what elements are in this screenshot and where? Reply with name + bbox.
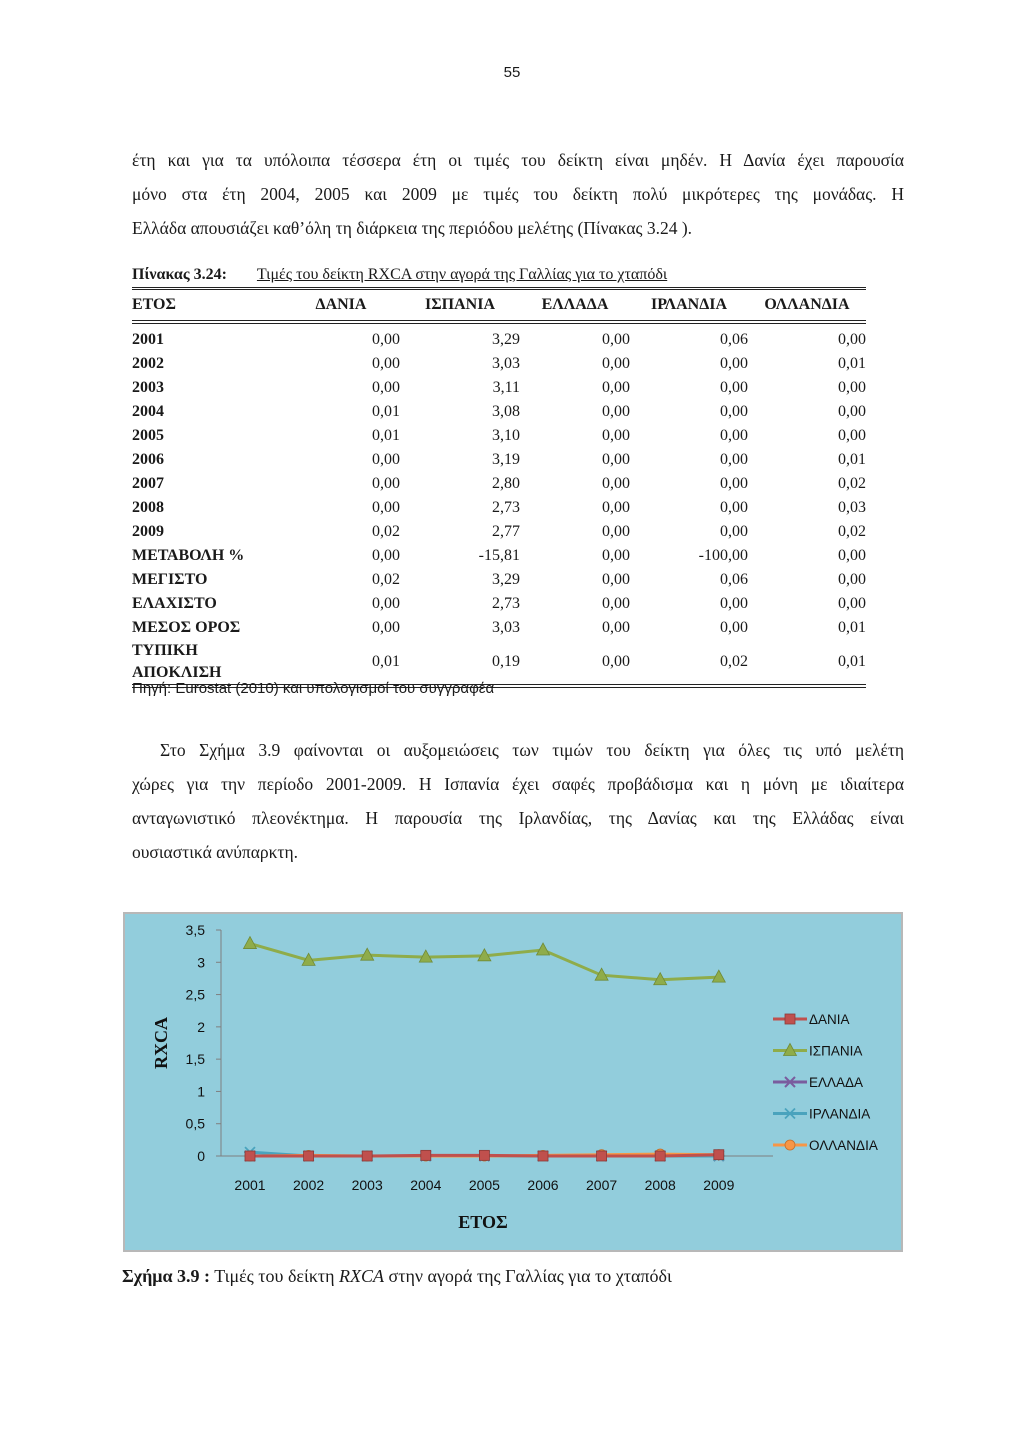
paragraph-line: χώρες για την περίοδο 2001-2009. Η Ισπανία έχει σαφές προβάδισμα και η μόνη με ιδιαίτερα bbox=[132, 774, 904, 794]
header-netherlands: ΟΛΛΑΝΔΙΑ bbox=[748, 289, 866, 323]
data-point-ΔΑΝΙΑ bbox=[714, 1150, 724, 1160]
table-cell: 0,00 bbox=[838, 331, 866, 348]
table-cell: 0,00 bbox=[372, 355, 400, 372]
table-cell: -15,81 bbox=[478, 547, 520, 564]
table-cell: 0,02 bbox=[372, 523, 400, 540]
header-year: ΕΤΟΣ bbox=[132, 289, 282, 323]
table-row bbox=[132, 322, 866, 352]
paragraph-line: ανταγωνιστικό πλεονέκτημα. Η παρουσία της Ιρλανδίας, της Δανίας και της Ελλάδας είναι bbox=[132, 808, 904, 828]
chart-svg bbox=[123, 912, 903, 1252]
table-row-label: 2003 bbox=[132, 379, 164, 396]
std-dev-label-line2: ΑΠΟΚΛΙΣΗ bbox=[132, 664, 222, 681]
y-tick-label: 3,5 bbox=[185, 922, 205, 938]
table-caption-label: Πίνακας 3.24: bbox=[132, 266, 227, 283]
table-cell: 0,01 bbox=[282, 640, 400, 686]
table-cell: 3,29 bbox=[492, 571, 520, 588]
x-axis-title: ΕΤΟΣ bbox=[458, 1212, 508, 1232]
table-cell: 0,00 bbox=[720, 451, 748, 468]
table-cell: 0,00 bbox=[602, 427, 630, 444]
table-cell: 0,02 bbox=[838, 523, 866, 540]
table-row bbox=[132, 424, 866, 448]
header-denmark: ΔΑΝΙΑ bbox=[282, 289, 400, 323]
table-cell: 0,00 bbox=[838, 595, 866, 612]
table-cell: 3,29 bbox=[492, 331, 520, 348]
table-cell: 0,00 bbox=[602, 619, 630, 636]
table-cell: 0,00 bbox=[602, 379, 630, 396]
table-cell: 3,03 bbox=[492, 355, 520, 372]
legend-label: ΕΛΛΑΔΑ bbox=[809, 1075, 864, 1090]
table-row-label: 2008 bbox=[132, 499, 164, 516]
legend-marker bbox=[785, 1140, 795, 1150]
figure-caption-label: Σχήμα 3.9 : bbox=[122, 1266, 211, 1286]
x-tick-label: 2008 bbox=[644, 1177, 676, 1193]
table-cell: 0,00 bbox=[602, 547, 630, 564]
table-caption bbox=[132, 266, 667, 284]
figure-caption-italic: RXCA bbox=[339, 1266, 385, 1286]
paragraph-line: έτη και για τα υπόλοιπα τέσσερα έτη οι τιμές του δείκτη είναι μηδέν. Η Δανία έχει παρουσία bbox=[132, 150, 904, 170]
paragraph-line: μόνο στα έτη 2004, 2005 και 2009 με τιμές του δείκτη πολύ μικρότερες της μονάδας. Η bbox=[132, 184, 904, 204]
table-row-label: 2007 bbox=[132, 475, 164, 492]
table-cell: 0,00 bbox=[720, 427, 748, 444]
table-cell: 0,00 bbox=[602, 499, 630, 516]
table-cell: 3,10 bbox=[492, 427, 520, 444]
table-row bbox=[132, 376, 866, 400]
data-point-ΔΑΝΙΑ bbox=[421, 1150, 431, 1160]
x-tick-label: 2005 bbox=[468, 1177, 500, 1193]
table-cell: 0,00 bbox=[838, 547, 866, 564]
table-cell: 0,00 bbox=[372, 595, 400, 612]
x-tick-label: 2007 bbox=[586, 1177, 618, 1193]
table-cell: 0,00 bbox=[372, 547, 400, 564]
y-tick-label: 0 bbox=[197, 1148, 205, 1164]
x-tick-label: 2006 bbox=[527, 1177, 559, 1193]
x-tick-label: 2001 bbox=[234, 1177, 266, 1193]
table-cell: 2,77 bbox=[492, 523, 520, 540]
table-cell: 0,00 bbox=[602, 571, 630, 588]
table-cell: 0,00 bbox=[602, 451, 630, 468]
table-cell: 0,00 bbox=[372, 331, 400, 348]
table-cell: 0,01 bbox=[748, 640, 866, 686]
table-cell: 2,80 bbox=[492, 475, 520, 492]
table-cell: 0,01 bbox=[372, 403, 400, 420]
table-row bbox=[132, 352, 866, 376]
y-tick-label: 1 bbox=[197, 1083, 205, 1100]
table-row-label: ΕΛΑΧΙΣΤΟ bbox=[132, 595, 217, 612]
table-cell: 0,06 bbox=[720, 571, 748, 588]
rxca-line-chart bbox=[123, 912, 903, 1252]
std-dev-label-line1: ΤΥΠΙΚΗ bbox=[132, 642, 198, 659]
legend-label: ΙΣΠΑΝΙΑ bbox=[809, 1043, 863, 1059]
table-cell: 3,11 bbox=[492, 379, 520, 396]
y-tick-label: 2,5 bbox=[185, 986, 205, 1003]
figure-caption-text-end: στην αγορά της Γαλλίας για το χταπόδι bbox=[388, 1266, 672, 1286]
data-point-ΔΑΝΙΑ bbox=[304, 1151, 314, 1161]
paragraph-figure-discussion bbox=[132, 733, 904, 869]
table-header-row bbox=[132, 289, 866, 323]
x-tick-label: 2003 bbox=[351, 1177, 383, 1193]
table-cell: 0,00 bbox=[372, 499, 400, 516]
table-row bbox=[132, 544, 866, 568]
table-row bbox=[132, 472, 866, 496]
table-row bbox=[132, 520, 866, 544]
header-greece: ΕΛΛΑΔΑ bbox=[520, 289, 630, 323]
table-cell: 0,00 bbox=[602, 595, 630, 612]
rxca-table bbox=[132, 287, 866, 688]
table-cell: 0,00 bbox=[720, 379, 748, 396]
table-row bbox=[132, 616, 866, 640]
table-cell: 0,01 bbox=[372, 427, 400, 444]
x-tick-label: 2004 bbox=[410, 1177, 442, 1193]
table-row-label: ΜΕΣΟΣ ΟΡΟΣ bbox=[132, 619, 241, 636]
paragraph-intro bbox=[132, 143, 904, 245]
table-cell: 3,03 bbox=[492, 619, 520, 636]
paragraph-line: Ελλάδα απουσιάζει καθ’όλη τη διάρκεια της περιόδου μελέτης (Πίνακας 3.24 ). bbox=[132, 218, 693, 238]
table-cell: 0,00 bbox=[602, 475, 630, 492]
table-cell: 0,00 bbox=[720, 499, 748, 516]
table-cell: 0,00 bbox=[720, 595, 748, 612]
y-tick-label: 1,5 bbox=[185, 1051, 205, 1068]
table-cell: 0,00 bbox=[838, 403, 866, 420]
table-cell: 3,19 bbox=[492, 451, 520, 468]
table-cell: -100,00 bbox=[698, 547, 748, 564]
table-cell: 0,00 bbox=[838, 427, 866, 444]
table-cell: 0,02 bbox=[630, 640, 748, 686]
table-cell: 0,00 bbox=[602, 331, 630, 348]
paragraph-line: Στο Σχήμα 3.9 φαίνονται οι αυξομειώσεις των τιμών του δείκτη για όλες τις υπό μελέτη bbox=[160, 740, 904, 760]
table-cell: 0,00 bbox=[720, 523, 748, 540]
table-cell: 0,01 bbox=[838, 355, 866, 372]
legend-label: ΟΛΛΑΝΔΙΑ bbox=[809, 1138, 878, 1153]
y-tick-label: 2 bbox=[197, 1018, 205, 1035]
data-point-ΔΑΝΙΑ bbox=[597, 1151, 607, 1161]
paragraph-line: ουσιαστικά ανύπαρκτη. bbox=[132, 842, 298, 862]
table-cell: 0,00 bbox=[602, 523, 630, 540]
table-cell: 0,00 bbox=[372, 379, 400, 396]
table-source: Πηγή: Eurostat (2010) και υπολογισμοί του συγγραφέα bbox=[132, 680, 495, 697]
y-axis-title: RXCA bbox=[151, 1017, 171, 1069]
table-cell: 3,08 bbox=[492, 403, 520, 420]
y-tick-label: 3 bbox=[197, 954, 205, 971]
table-caption-text: Τιμές του δείκτη RXCA στην αγορά της Γαλλίας για το χταπόδι bbox=[256, 266, 668, 283]
table-cell: 0,00 bbox=[372, 451, 400, 468]
table-cell: 0,03 bbox=[838, 499, 866, 516]
table-row-label: ΜΕΤΑΒΟΛΗ % bbox=[132, 547, 245, 564]
legend-marker bbox=[785, 1014, 795, 1024]
header-spain: ΙΣΠΑΝΙΑ bbox=[400, 289, 520, 323]
table-cell: 0,02 bbox=[838, 475, 866, 492]
data-point-ΔΑΝΙΑ bbox=[479, 1150, 489, 1160]
x-tick-label: 2002 bbox=[293, 1177, 325, 1193]
table-row bbox=[132, 592, 866, 616]
legend-label: ΙΡΛΑΝΔΙΑ bbox=[809, 1106, 871, 1122]
data-point-ΔΑΝΙΑ bbox=[362, 1151, 372, 1161]
table-cell: 2,73 bbox=[492, 499, 520, 516]
table-cell: 0,00 bbox=[838, 379, 866, 396]
table-cell: 0,00 bbox=[372, 619, 400, 636]
table-cell: 2,73 bbox=[492, 595, 520, 612]
table-cell: 0,00 bbox=[720, 619, 748, 636]
y-tick-label: 0,5 bbox=[185, 1115, 205, 1132]
figure-caption bbox=[122, 1266, 672, 1287]
table-cell: 0,00 bbox=[838, 571, 866, 588]
table-cell: 0,19 bbox=[400, 640, 520, 686]
table-cell: 0,00 bbox=[372, 475, 400, 492]
table-cell: 0,00 bbox=[520, 640, 630, 686]
table-row bbox=[132, 496, 866, 520]
table-row-label: ΜΕΓΙΣΤΟ bbox=[132, 571, 208, 588]
figure-caption-text: Τιμές του δείκτη bbox=[214, 1266, 335, 1286]
table-cell: 0,02 bbox=[372, 571, 400, 588]
table-cell: 0,00 bbox=[602, 355, 630, 372]
table-row bbox=[132, 448, 866, 472]
table-cell: 0,00 bbox=[720, 355, 748, 372]
table-cell: 0,00 bbox=[602, 403, 630, 420]
data-point-ΔΑΝΙΑ bbox=[538, 1151, 548, 1161]
table-cell: 0,00 bbox=[720, 475, 748, 492]
table-row-label: 2002 bbox=[132, 355, 164, 372]
header-ireland: ΙΡΛΑΝΔΙΑ bbox=[630, 289, 748, 323]
legend-label: ΔΑΝΙΑ bbox=[809, 1012, 850, 1027]
x-tick-label: 2009 bbox=[703, 1177, 735, 1193]
table-cell: 0,06 bbox=[720, 331, 748, 348]
page-number: 55 bbox=[503, 64, 521, 81]
table-row-label: 2004 bbox=[132, 403, 164, 420]
data-point-ΔΑΝΙΑ bbox=[655, 1151, 665, 1161]
table-row-label: 2001 bbox=[132, 331, 164, 348]
table-row bbox=[132, 400, 866, 424]
table-row-label: 2005 bbox=[132, 427, 164, 444]
table-cell: 0,01 bbox=[838, 619, 866, 636]
table-cell: 0,01 bbox=[838, 451, 866, 468]
table-row-label: 2009 bbox=[132, 523, 164, 540]
data-point-ΔΑΝΙΑ bbox=[245, 1151, 255, 1161]
table-row bbox=[132, 568, 866, 592]
table-cell: 0,00 bbox=[720, 403, 748, 420]
table-row-label: 2006 bbox=[132, 451, 164, 468]
